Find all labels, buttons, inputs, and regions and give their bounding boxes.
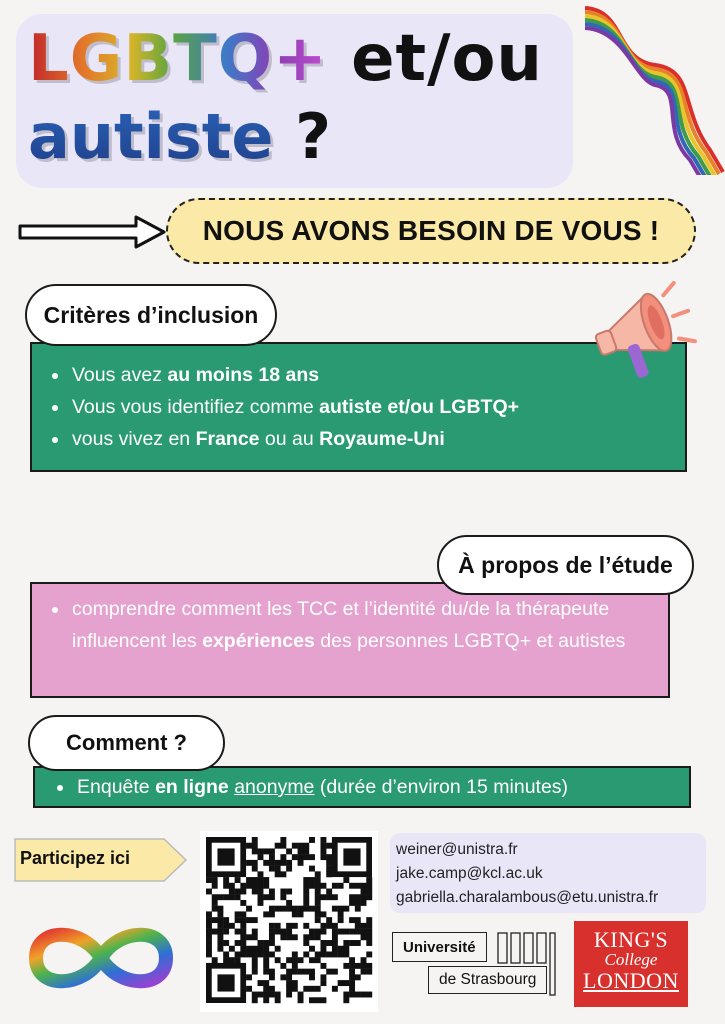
- arrow-right-icon: [18, 214, 168, 250]
- unistra-name-line1: Université: [392, 932, 487, 962]
- title-lgbtq: LGBTQ+: [28, 22, 328, 96]
- title-et-ou: et/ou: [351, 22, 543, 96]
- title-autiste: autiste: [28, 100, 274, 173]
- about-heading: À propos de l’étude: [437, 535, 694, 595]
- unistra-bars-icon: [496, 932, 556, 996]
- participate-label: Participez ici: [20, 848, 131, 868]
- criteria-item: Vous avez au moins 18 ans: [50, 359, 519, 391]
- kings-line1: KING'S: [593, 927, 669, 952]
- rainbow-infinity-icon: [24, 918, 178, 998]
- how-item: Enquête en ligne anonyme (durée d’environ 15 minutes): [55, 771, 568, 803]
- kings-college-logo: [574, 921, 688, 1007]
- title-line-1: [28, 22, 543, 96]
- kings-line3: LONDON: [583, 968, 679, 993]
- rainbow-ribbon-icon: [585, 0, 725, 175]
- how-heading: Comment ?: [28, 715, 225, 771]
- criteria-heading: Critères d’inclusion: [25, 284, 277, 346]
- need-you-banner: NOUS AVONS BESOIN DE VOUS !: [166, 198, 696, 264]
- criteria-item: vous vivez en France ou au Royaume-Uni: [50, 423, 519, 455]
- email-link[interactable]: gabriella.charalambous@etu.unistra.fr: [396, 889, 659, 906]
- qr-code[interactable]: [200, 831, 378, 1012]
- about-item: comprendre comment les TCC et l’identité du/de la thérapeute influencent les expériences des personnes LGBTQ+ et autistes: [50, 593, 650, 657]
- criteria-list: [50, 359, 519, 455]
- email-link[interactable]: weiner@unistra.fr: [396, 841, 518, 858]
- kings-line2: College: [604, 950, 658, 969]
- unistra-name-line2: de Strasbourg: [428, 966, 547, 994]
- title-line-2: [28, 100, 331, 173]
- criteria-item: Vous vous identifiez comme autiste et/ou LGBTQ+: [50, 391, 519, 423]
- about-list: [50, 593, 650, 657]
- megaphone-icon: [588, 268, 700, 392]
- title-question-mark: ?: [295, 100, 332, 173]
- unistra-logo: [392, 932, 560, 998]
- contact-panel: [390, 833, 706, 913]
- how-list: [55, 771, 568, 803]
- email-link[interactable]: jake.camp@kcl.ac.uk: [396, 865, 543, 882]
